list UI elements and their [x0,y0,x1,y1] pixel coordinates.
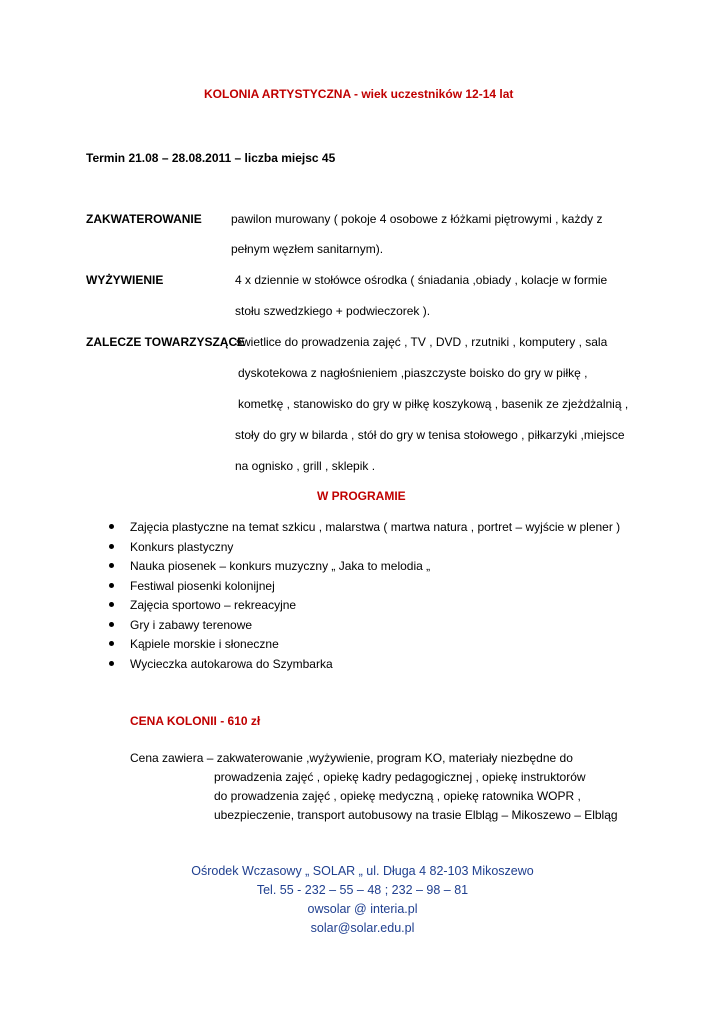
list-item: Nauka piosenek – konkurs muzyczny „ Jaka to melodia „ [130,559,431,573]
section-text-line: dyskotekowa z nagłośnieniem ,piaszczyste boisko do gry w piłkę , [238,366,588,380]
section-text-line: 4 x dziennie w stołówce ośrodka ( śniadania ,obiady , kolacje w formie [235,273,608,287]
document-title: KOLONIA ARTYSTYCZNA - wiek uczestników 12-14 lat [204,87,514,101]
list-item: Gry i zabawy terenowe [130,618,253,632]
bullet-icon [109,622,114,627]
contact-address: Ośrodek Wczasowy „ SOLAR „ ul. Długa 4 82-103 Mikoszewo [191,864,534,878]
program-heading: W PROGRAMIE [317,489,406,503]
section-text-line: na ognisko , grill , sklepik . [235,459,376,473]
section-text-line: świetlice do prowadzenia zajęć , TV , DVD , rzutniki , komputery , sala [236,335,608,349]
section-text-line: stoły do gry w bilarda , stół do gry w tenisa stołowego , piłkarzyki ,miejsce [235,428,625,442]
section-text-line: stołu szwedzkiego + podwieczorek ). [235,304,431,318]
price-includes-line: prowadzenia zajęć , opiekę kadry pedagogicznej , opiekę instruktorów [214,770,586,784]
bullet-icon [109,544,114,549]
list-item: Wycieczka autokarowa do Szymbarka [130,657,333,671]
list-item: Kąpiele morskie i słoneczne [130,637,279,651]
list-item: Konkurs plastyczny [130,540,234,554]
contact-phone: Tel. 55 - 232 – 55 – 48 ; 232 – 98 – 81 [256,883,469,897]
section-text-line: pawilon murowany ( pokoje 4 osobowe z łóżkami piętrowymi , każdy z [231,212,603,226]
price-heading: CENA KOLONII - 610 zł [130,714,261,728]
section-label-accommodation: ZAKWATEROWANIE [86,212,202,226]
section-text-line: kometkę , stanowisko do gry w piłkę koszykową , basenik ze zjeżdżalnią , [238,397,629,411]
section-label-facilities: ZALECZE TOWARZYSZĄCE [86,335,246,349]
price-includes-line: ubezpieczenie, transport autobusowy na trasie Elbląg – Mikoszewo – Elbląg [214,808,618,822]
bullet-icon [109,661,114,666]
section-label-meals: WYŻYWIENIE [86,273,164,287]
bullet-icon [109,583,114,588]
contact-email-2: solar@solar.edu.pl [310,921,415,935]
list-item: Festiwal piosenki kolonijnej [130,579,275,593]
contact-email-1: owsolar @ interia.pl [307,902,418,916]
price-includes-line: Cena zawiera – zakwaterowanie ,wyżywienie, program KO, materiały niezbędne do [130,751,573,765]
list-item: Zajęcia plastyczne na temat szkicu , malarstwa ( martwa natura , portret – wyjście w plener ) [130,520,621,534]
section-text-line: pełnym węzłem sanitarnym). [231,242,384,256]
bullet-icon [109,641,114,646]
term-line: Termin 21.08 – 28.08.2011 – liczba miejsc 45 [86,151,336,165]
list-item: Zajęcia sportowo – rekreacyjne [130,598,297,612]
bullet-icon [109,524,114,529]
bullet-icon [109,602,114,607]
price-includes-line: do prowadzenia zajęć , opiekę medyczną , opiekę ratownika WOPR , [214,789,581,803]
bullet-icon [109,563,114,568]
